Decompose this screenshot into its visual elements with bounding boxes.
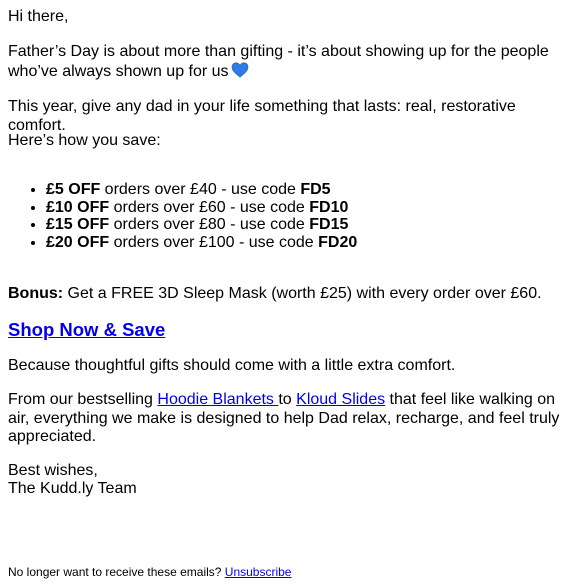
offer-amount: £15 OFF xyxy=(46,216,110,233)
from-prefix: From our bestselling xyxy=(8,391,158,408)
offer-code: FD20 xyxy=(318,233,358,251)
offer-code: FD10 xyxy=(309,198,349,216)
offer-amount: £20 OFF xyxy=(46,233,110,251)
hoodie-blankets-link[interactable]: Hoodie Blankets xyxy=(157,391,279,408)
bonus-label: Bonus: xyxy=(8,285,64,302)
offer-text: orders over £80 - use code xyxy=(109,216,310,233)
signoff: Best wishes, xyxy=(8,462,98,479)
kloud-slides-link[interactable]: Kloud Slides xyxy=(296,391,386,408)
offer-code: FD5 xyxy=(300,181,331,198)
offers-list xyxy=(8,181,357,251)
shop-now-link[interactable]: Shop Now & Save xyxy=(8,319,166,340)
offer-item xyxy=(46,199,357,217)
offer-text: orders over £100 - use code xyxy=(109,233,319,251)
intro-paragraph xyxy=(8,43,568,81)
unsubscribe-link[interactable]: Unsubscribe xyxy=(224,565,292,579)
bonus-text: Get a FREE 3D Sleep Mask (worth £25) with every order over £60. xyxy=(63,285,542,302)
from-suffix: that feel like walking on air, everything we make is designed to help Dad relax, recharge, and feel truly appreciated. xyxy=(8,391,560,445)
bonus-paragraph xyxy=(8,285,568,304)
footer-text: No longer want to receive these emails? xyxy=(8,565,225,579)
this-year-paragraph: This year, give any dad in your life something that lasts: real, restorative comfort. xyxy=(8,98,516,134)
because-paragraph: Because thoughtful gifts should come with a little extra comfort. xyxy=(8,357,456,374)
footer xyxy=(8,565,291,579)
from-middle: to xyxy=(278,391,297,408)
offer-amount: £10 OFF xyxy=(46,198,110,216)
blue-heart-icon xyxy=(231,62,249,78)
offer-item xyxy=(46,216,357,234)
offer-text: orders over £60 - use code xyxy=(109,198,310,216)
offer-item xyxy=(46,234,357,252)
how-you-save-paragraph: Here’s how you save: xyxy=(8,132,161,149)
greeting: Hi there, xyxy=(8,8,69,25)
offer-code: FD15 xyxy=(309,216,349,233)
from-paragraph xyxy=(8,391,568,447)
offer-amount: £5 OFF xyxy=(46,181,101,198)
team-signature: The Kudd.ly Team xyxy=(8,480,137,497)
offer-item xyxy=(46,181,357,199)
offer-text: orders over £40 - use code xyxy=(100,181,301,198)
intro-text: Father’s Day is about more than gifting - it’s about showing up for the people who’ve always shown up for us xyxy=(8,43,549,80)
